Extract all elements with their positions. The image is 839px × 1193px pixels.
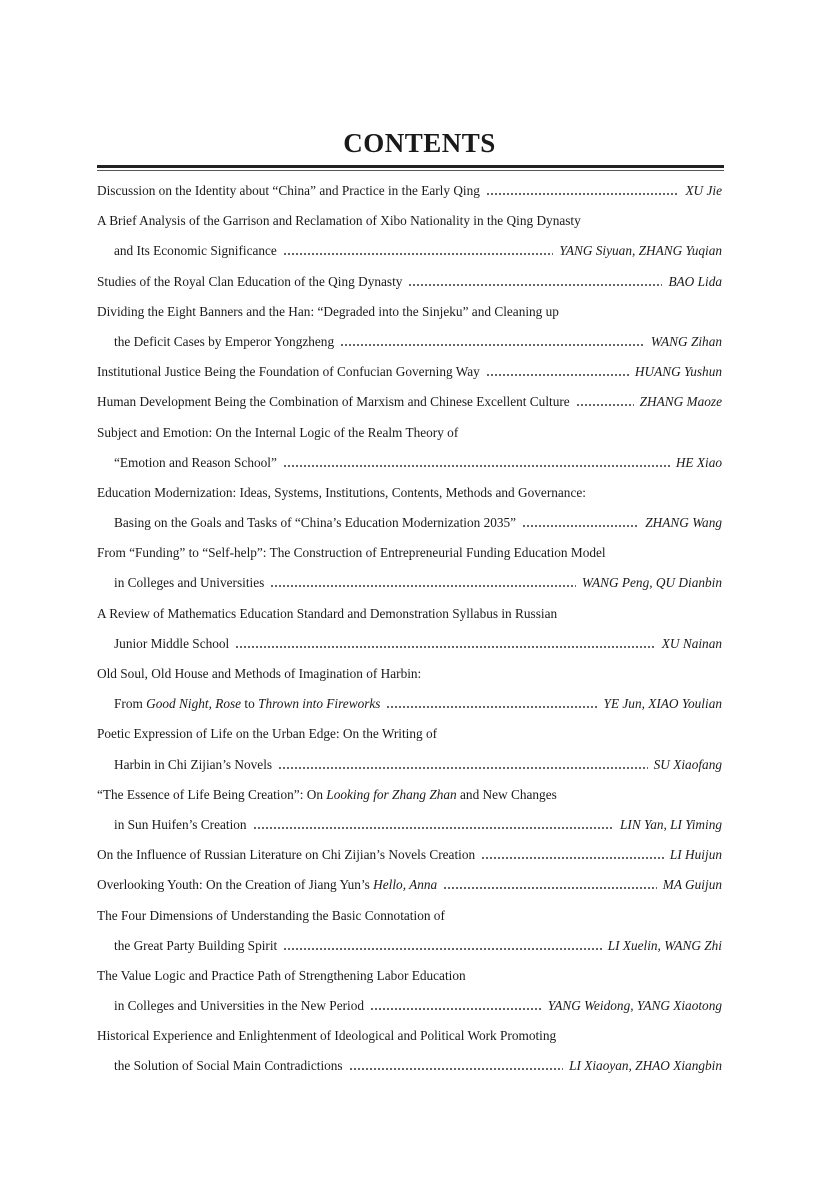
dot-leader: [283, 936, 601, 956]
toc-line: [97, 966, 722, 996]
toc-line: [97, 785, 722, 815]
dot-leader: [486, 181, 680, 201]
dot-leader: [270, 573, 576, 593]
toc-line: [97, 332, 722, 362]
italic-work-title: Good Night, Rose: [146, 696, 242, 712]
toc-line: [97, 211, 722, 241]
table-of-contents: [97, 181, 722, 1087]
toc-line: [97, 755, 722, 785]
toc-line: [97, 362, 722, 392]
title-text: From: [114, 696, 147, 712]
entry-title: [114, 694, 380, 714]
entry-author: MA Guijun: [662, 877, 722, 893]
toc-line: [97, 543, 722, 573]
entry-title: The Four Dimensions of Understanding the Basic Connotation of: [97, 907, 445, 923]
italic-work-title: Thrown into Fireworks: [258, 696, 381, 712]
toc-line: [97, 392, 722, 422]
entry-title: the Solution of Social Main Contradictions: [114, 1058, 343, 1074]
entry-author: ZHANG Maoze: [639, 394, 722, 410]
entry-title: Junior Middle School: [114, 635, 230, 651]
dot-leader: [522, 513, 639, 533]
title-text: “The Essence of Life Being Creation”: On: [97, 786, 327, 802]
entry-author: BAO Lida: [668, 273, 722, 289]
toc-entry[interactable]: [97, 875, 722, 905]
toc-entry[interactable]: [97, 664, 722, 724]
dot-leader: [253, 815, 614, 835]
toc-line: [97, 181, 722, 211]
title-rule-thick: [97, 165, 724, 168]
toc-entry[interactable]: [97, 362, 722, 392]
title-rule-thin: [97, 170, 724, 171]
entry-title: Old Soul, Old House and Methods of Imagination of Harbin:: [97, 666, 422, 681]
entry-title: [97, 785, 557, 805]
dot-leader: [340, 332, 645, 352]
toc-line: [97, 513, 722, 543]
dot-leader: [481, 845, 664, 865]
toc-line: [97, 845, 722, 875]
entry-title: Institutional Justice Being the Foundation of Confucian Governing Way: [97, 364, 480, 380]
entry-title: A Brief Analysis of the Garrison and Reclamation of Xibo Nationality in the Qing Dynasty: [97, 213, 581, 229]
toc-entry[interactable]: [97, 483, 722, 543]
entry-title: Human Development Being the Combination of Marxism and Chinese Excellent Culture: [97, 394, 570, 410]
toc-entry[interactable]: [97, 211, 722, 271]
toc-line: [97, 936, 722, 966]
toc-line: [97, 694, 722, 724]
toc-entry[interactable]: [97, 423, 722, 483]
entry-author: LI Xiaoyan, ZHAO Xiangbin: [569, 1058, 722, 1074]
toc-entry[interactable]: [97, 302, 722, 362]
toc-line: [97, 483, 722, 513]
toc-entry[interactable]: [97, 966, 722, 1026]
toc-line: [97, 634, 722, 664]
dot-leader: [283, 453, 670, 473]
toc-entry[interactable]: [97, 785, 722, 845]
entry-title: Education Modernization: Ideas, Systems, Institutions, Contents, Methods and Governance:: [97, 484, 586, 500]
title-text: Overlooking Youth: On the Creation of Jiang Yun’s: [97, 877, 374, 893]
page-title: CONTENTS: [343, 128, 496, 158]
entry-title: A Review of Mathematics Education Standard and Demonstration Syllabus in Russian: [97, 605, 558, 621]
entry-title: On the Influence of Russian Literature on Chi Zijian’s Novels Creation: [97, 847, 476, 863]
toc-line: [97, 302, 722, 332]
dot-leader: [576, 392, 634, 412]
entry-author: LI Xuelin, WANG Zhi: [607, 937, 722, 953]
toc-line: [97, 272, 722, 302]
toc-line: [97, 906, 722, 936]
toc-entry[interactable]: [97, 906, 722, 966]
entry-title: Basing on the Goals and Tasks of “China’s Education Modernization 2035”: [114, 515, 517, 531]
toc-entry[interactable]: [97, 604, 722, 664]
toc-entry[interactable]: [97, 724, 722, 784]
toc-line: [97, 573, 722, 603]
entry-author: WANG Zihan: [650, 333, 722, 349]
entry-author: LI Huijun: [669, 847, 722, 863]
dot-leader: [349, 1056, 563, 1076]
toc-line: [97, 1056, 722, 1086]
toc-line: [97, 815, 722, 845]
toc-entry[interactable]: [97, 272, 722, 302]
toc-line: [97, 604, 722, 634]
entry-title: Poetic Expression of Life on the Urban Edge: On the Writing of: [97, 726, 438, 742]
entry-author: WANG Peng, QU Dianbin: [581, 575, 722, 591]
dot-leader: [443, 875, 657, 895]
dot-leader: [235, 634, 656, 654]
entry-title: in Colleges and Universities in the New Period: [114, 998, 365, 1014]
toc-line: [97, 724, 722, 754]
entry-title: the Great Party Building Spirit: [114, 937, 278, 953]
entry-author: HE Xiao: [675, 454, 722, 470]
entry-title: and Its Economic Significance: [114, 243, 277, 259]
entry-author: XU Jie: [685, 183, 722, 198]
entry-author: YANG Siyuan, ZHANG Yuqian: [559, 243, 722, 259]
toc-line: [97, 875, 722, 905]
dot-leader: [283, 241, 554, 261]
italic-work-title: Looking for Zhang Zhan: [326, 786, 457, 802]
dot-leader: [386, 694, 597, 714]
entry-title: Dividing the Eight Banners and the Han: “Degraded into the Sinjeku” and Cleaning up: [97, 303, 559, 319]
toc-entry[interactable]: [97, 1026, 722, 1086]
toc-line: [97, 664, 722, 694]
toc-line: [97, 241, 722, 271]
entry-author: HUANG Yushun: [634, 364, 722, 380]
entry-title: [97, 875, 437, 895]
toc-entry[interactable]: [97, 181, 722, 211]
entry-title: in Sun Huifen’s Creation: [114, 816, 247, 832]
title-text: and New Changes: [456, 786, 557, 802]
toc-entry[interactable]: [97, 543, 722, 603]
entry-title: Harbin in Chi Zijian’s Novels: [114, 756, 273, 772]
entry-title: Historical Experience and Enlightenment of Ideological and Political Work Promoting: [97, 1028, 557, 1044]
entry-title: Studies of the Royal Clan Education of the Qing Dynasty: [97, 273, 403, 289]
dot-leader: [278, 755, 648, 775]
entry-author: SU Xiaofang: [653, 756, 722, 772]
title-text: to: [241, 696, 259, 712]
toc-line: [97, 996, 722, 1026]
entry-title: “Emotion and Reason School”: [114, 454, 277, 470]
entry-title: Discussion on the Identity about “China” and Practice in the Early Qing: [97, 183, 480, 198]
entry-author: XU Nainan: [661, 635, 722, 651]
italic-work-title: Hello, Anna: [373, 877, 438, 893]
toc-entry[interactable]: [97, 845, 722, 875]
toc-line: [97, 453, 722, 483]
entry-title: in Colleges and Universities: [114, 575, 265, 591]
entry-title: From “Funding” to “Self-help”: The Construction of Entrepreneurial Funding Education Model: [97, 545, 606, 561]
dot-leader: [486, 362, 629, 382]
entry-author: YE Jun, XIAO Youlian: [603, 696, 722, 712]
entry-title: the Deficit Cases by Emperor Yongzheng: [114, 333, 335, 349]
toc-line: [97, 1026, 722, 1056]
entry-author: YANG Weidong, YANG Xiaotong: [547, 998, 722, 1014]
dot-leader: [408, 272, 662, 292]
dot-leader: [370, 996, 542, 1016]
entry-author: LIN Yan, LI Yiming: [620, 816, 722, 832]
entry-title: The Value Logic and Practice Path of Strengthening Labor Education: [97, 967, 466, 983]
entry-title: Subject and Emotion: On the Internal Logic of the Realm Theory of: [97, 424, 459, 440]
entry-author: ZHANG Wang: [645, 515, 722, 531]
toc-entry[interactable]: [97, 392, 722, 422]
toc-line: [97, 423, 722, 453]
